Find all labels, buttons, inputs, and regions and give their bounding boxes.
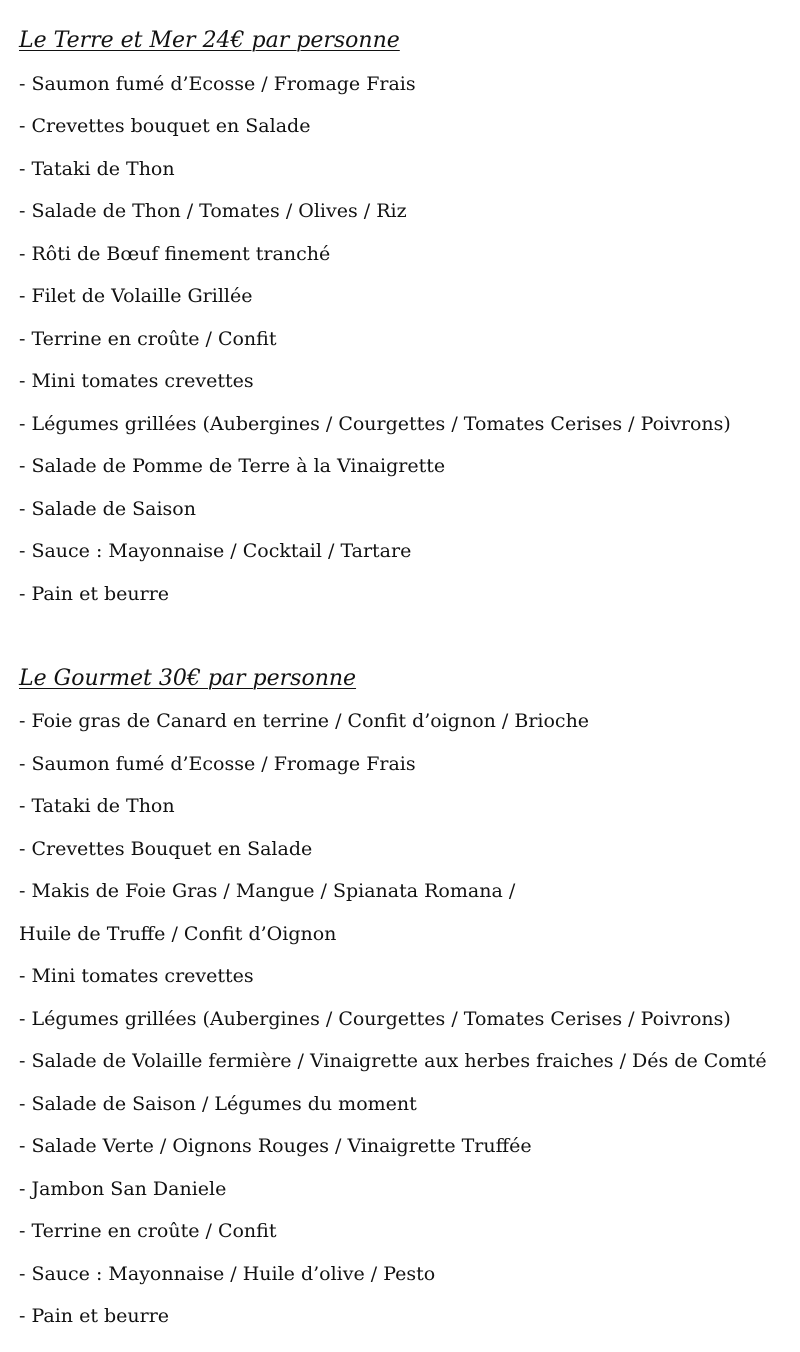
list-item: - Sauce : Mayonnaise / Huile d’olive / Pesto: [19, 1262, 436, 1285]
section-title: Le Terre et Mer 24€ par personne: [19, 28, 400, 53]
list-item: - Salade Verte / Oignons Rouges / Vinaigrette Truffée: [19, 1135, 532, 1157]
list-item: Huile de Truffe / Confit d’Oignon: [19, 922, 337, 945]
list-item: - Salade de Volaille fermière / Vinaigrette aux herbes fraiches / Dés de Comté: [19, 1050, 767, 1072]
list-item: - Salade de Saison / Légumes du moment: [19, 1092, 417, 1115]
section-spacer: [19, 615, 789, 658]
list-item: - Salade de Saison: [19, 497, 196, 520]
list-item: - Terrine en croûte / Confit: [19, 327, 277, 350]
list-item: - Légumes grillées (Aubergines / Courgettes / Tomates Cerises / Poivrons): [19, 412, 731, 435]
list-item: - Salade de Thon / Tomates / Olives / Riz: [19, 200, 407, 222]
list-item: - Saumon fumé d’Ecosse / Fromage Frais: [19, 752, 416, 775]
list-item: - Filet de Volaille Grillée: [19, 285, 253, 307]
list-item: - Foie gras de Canard en terrine / Confit d’oignon / Brioche: [19, 710, 590, 732]
list-item: - Tataki de Thon: [19, 795, 175, 817]
menu-section-gourmet: [19, 658, 789, 1338]
list-item: - Jambon San Daniele: [19, 1177, 227, 1200]
list-item: - Makis de Foie Gras / Mangue / Spianata Romana /: [19, 880, 516, 902]
section-item-list: [19, 63, 789, 616]
list-item: - Sauce : Mayonnaise / Cocktail / Tartare: [19, 540, 412, 562]
list-item: - Légumes grillées (Aubergines / Courgettes / Tomates Cerises / Poivrons): [19, 1007, 731, 1030]
section-title: Le Gourmet 30€ par personne: [19, 665, 357, 691]
menu-document: [19, 0, 789, 1338]
list-item: - Pain et beurre: [19, 1305, 170, 1327]
list-item: - Mini tomates crevettes: [19, 370, 254, 392]
list-item: - Rôti de Bœuf finement tranché: [19, 242, 331, 265]
list-item: - Salade de Pomme de Terre à la Vinaigrette: [19, 455, 446, 477]
list-item: - Pain et beurre: [19, 582, 170, 605]
list-item: - Terrine en croûte / Confit: [19, 1220, 277, 1242]
list-item: - Tataki de Thon: [19, 157, 175, 180]
list-item: - Crevettes bouquet en Salade: [19, 115, 311, 137]
list-item: - Mini tomates crevettes: [19, 965, 254, 987]
section-item-list: [19, 700, 789, 1338]
menu-section-terre-et-mer: [19, 20, 789, 615]
list-item: - Saumon fumé d’Ecosse / Fromage Frais: [19, 72, 416, 95]
list-item: - Crevettes Bouquet en Salade: [19, 837, 313, 860]
